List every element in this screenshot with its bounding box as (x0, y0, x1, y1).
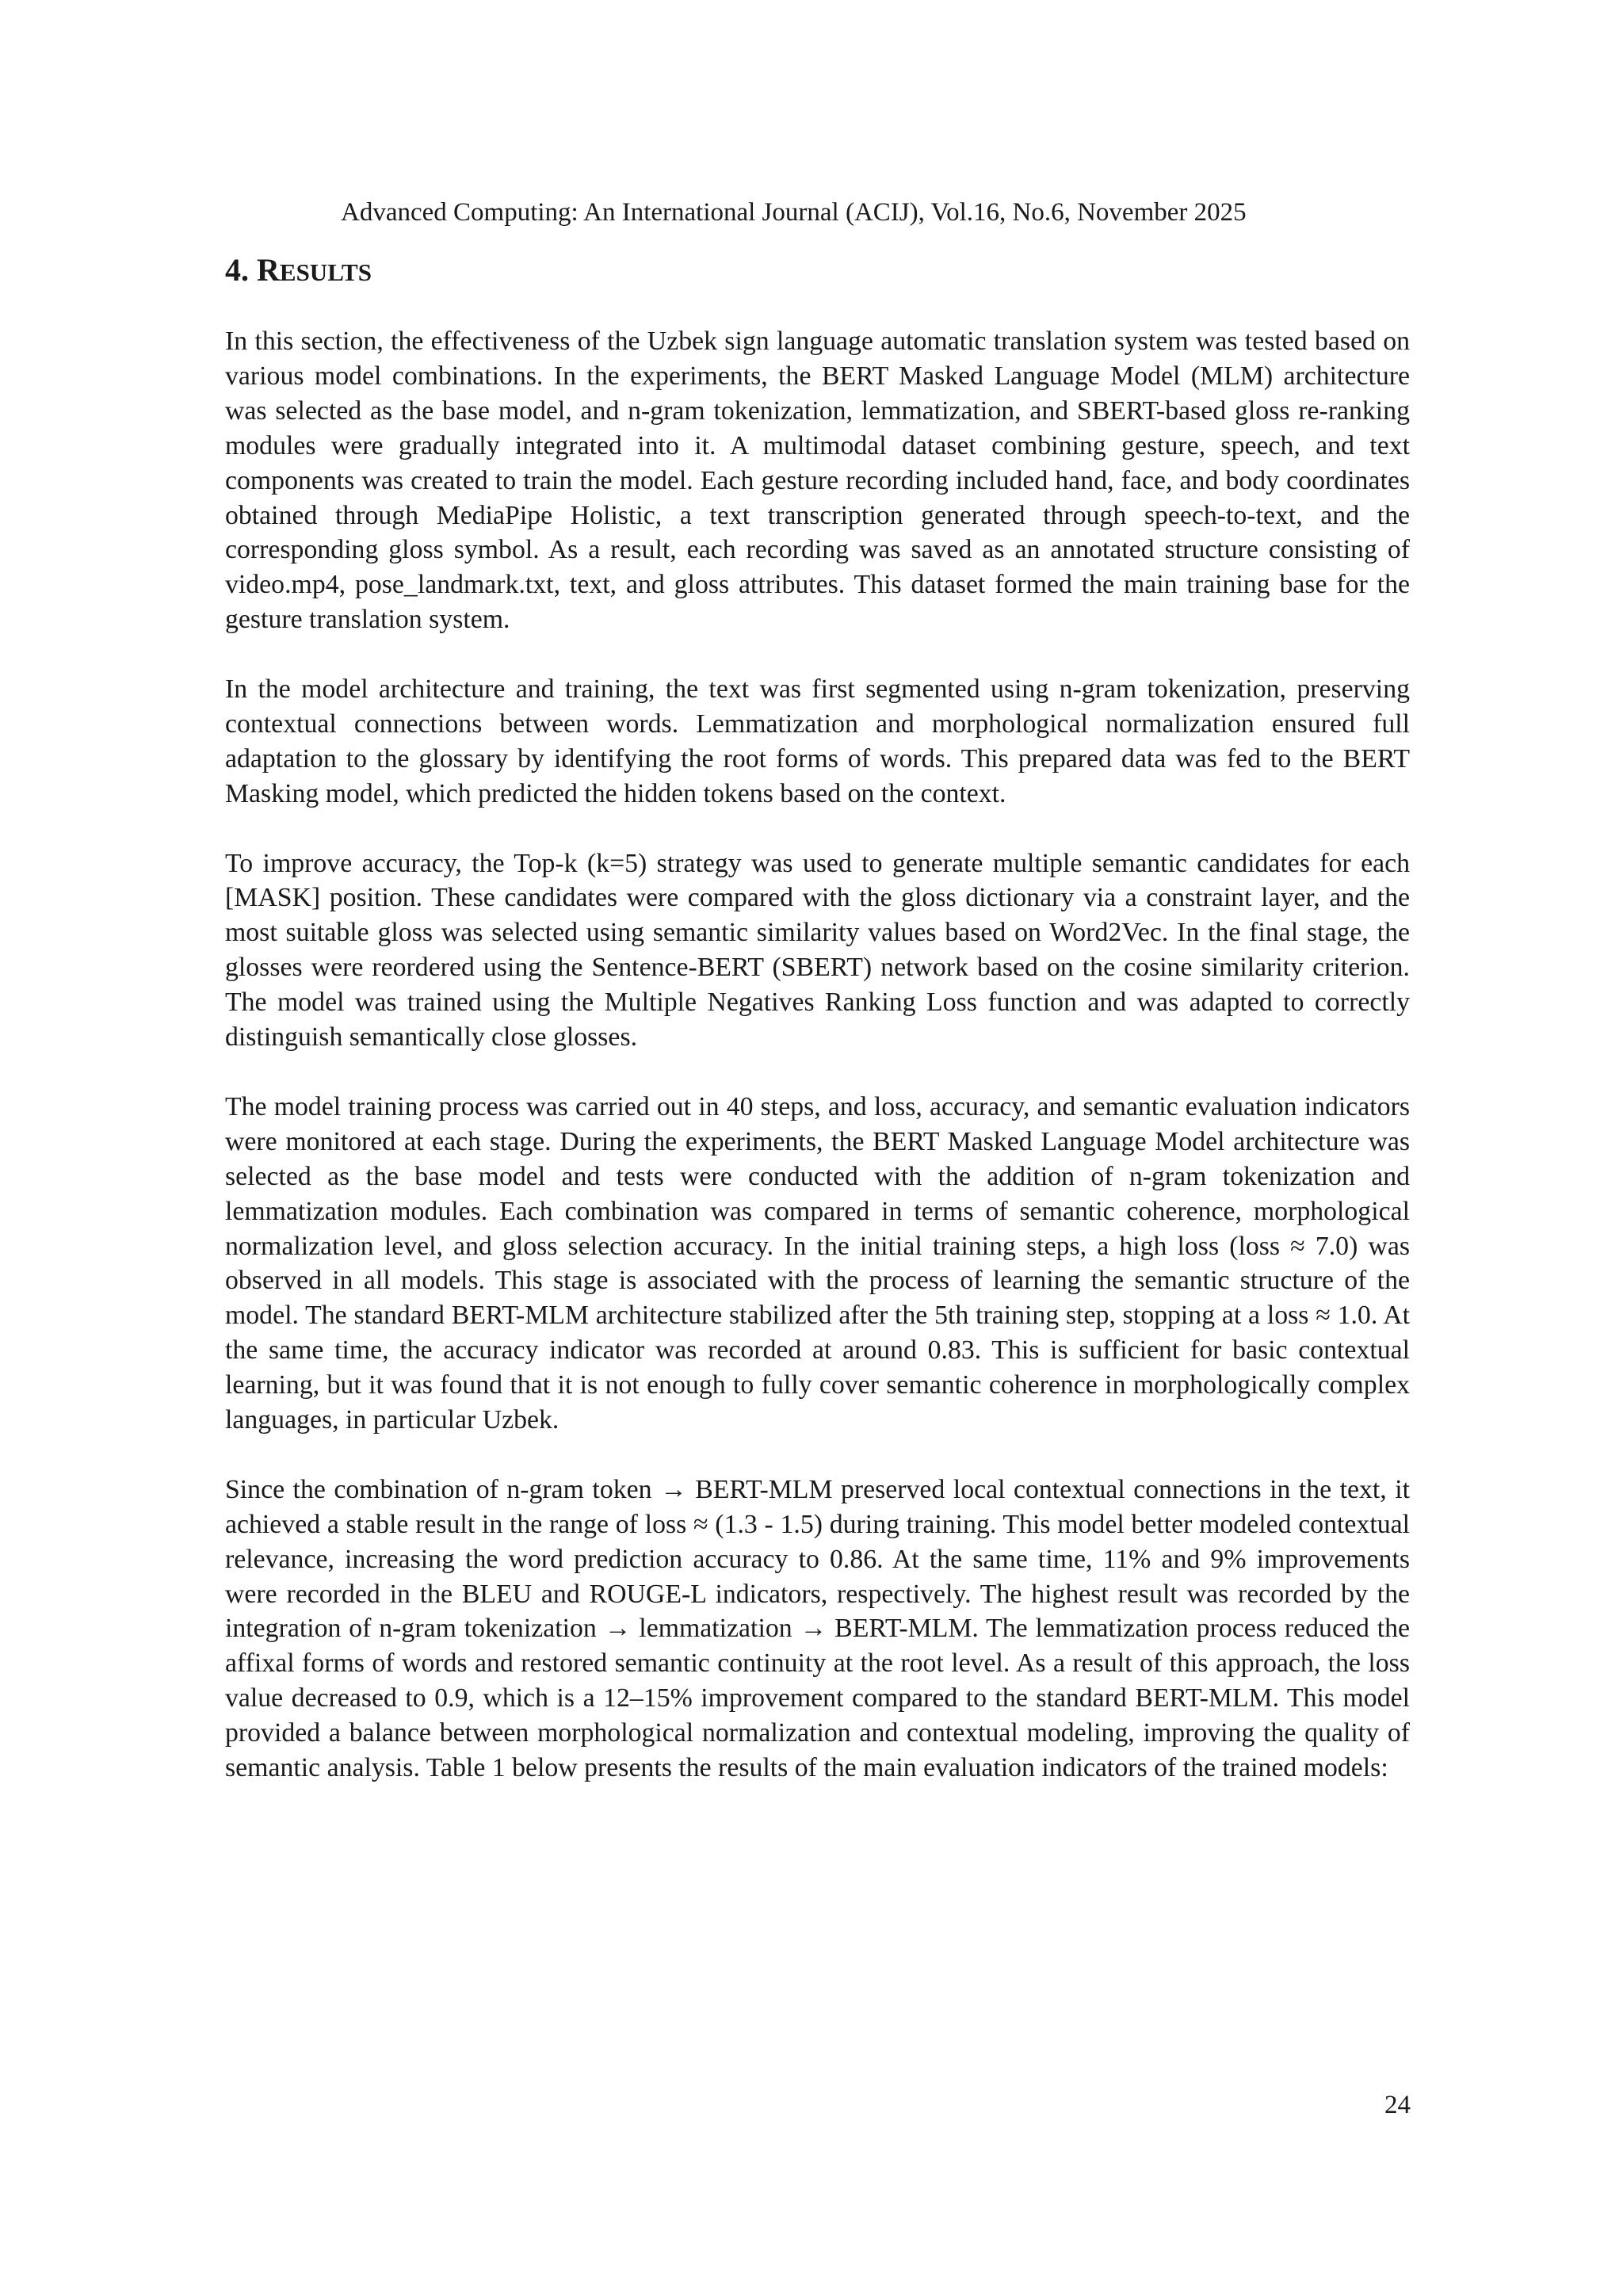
page-number: 24 (1384, 2091, 1411, 2119)
section-heading-rest: ESULTS (279, 258, 372, 286)
section-heading (225, 250, 372, 292)
paragraph: Since the combination of n-gram token → BERT-MLM preserved local contextual connections in the text, it achieved a stable result in the range of loss ≈ (1.3 - 1.5) during training. This model better modeled contextual relevance, increasing the word prediction accuracy to 0.86. At the same time, 11% and 9% improvements were recorded in the BLEU and ROUGE-L indicators, respectively. The highest result was recorded by the integration of n-gram tokenization → lemmatization → BERT-MLM. The lemmatization process reduced the affixal forms of words and restored semantic continuity at the root level. As a result of this approach, the loss value decreased to 0.9, which is a 12–15% improvement compared to the standard BERT-MLM. This model provided a balance between morphological normalization and contextual modeling, improving the quality of semantic analysis. Table 1 below presents the results of the main evaluation indicators of the trained models: (225, 1474, 1410, 1783)
paragraph: In this section, the effectiveness of the Uzbek sign language automatic translation system was tested based on various model combinations. In the experiments, the BERT Masked Language Model (MLM) architecture was selected as the base model, and n-gram tokenization, lemmatization, and SBERT-based gloss re-ranking modules were gradually integrated into it. A multimodal dataset combining gesture, speech, and text components was created to train the model. Each gesture recording included hand, face, and body coordinates obtained through MediaPipe Holistic, a text transcription generated through speech-to-text, and the corresponding gloss symbol. As a result, each recording was saved as an annotated structure consisting of video.mp4, pose_landmark.txt, text, and gloss attributes. This dataset formed the main training base for the gesture translation system. (225, 327, 1410, 635)
paragraph: In the model architecture and training, the text was first segmented using n-gram tokenization, preserving contextual connections between words. Lemmatization and morphological normalization ensured full adaptation to the glossary by identifying the root forms of words. This prepared data was fed to the BERT Masking model, which predicted the hidden tokens based on the context. (225, 674, 1410, 808)
paragraph: To improve accuracy, the Top-k (k=5) strategy was used to generate multiple semantic candidates for each [MASK] position. These candidates were compared with the gloss dictionary via a constraint layer, and the most suitable gloss was selected using semantic similarity values based on Word2Vec. In the final stage, the glosses were reordered using the Sentence-BERT (SBERT) network based on the cosine similarity criterion. The model was trained using the Multiple Negatives Ranking Loss function and was adapted to correctly distinguish semantically close glosses. (225, 848, 1410, 1052)
section-heading-number: 4. R (225, 252, 280, 288)
section-body (225, 324, 1410, 1786)
paragraph: The model training process was carried out in 40 steps, and loss, accuracy, and semantic evaluation indicators were monitored at each stage. During the experiments, the BERT Masked Language Model architecture was selected as the base model and tests were conducted with the addition of n-gram tokenization and lemmatization modules. Each combination was compared in terms of semantic coherence, morphological normalization level, and gloss selection accuracy. In the initial training steps, a high loss (loss ≈ 7.0) was observed in all models. This stage is associated with the process of learning the semantic structure of the model. The standard BERT-MLM architecture stabilized after the 5th training step, stopping at a loss ≈ 1.0. At the same time, the accuracy indicator was recorded at around 0.83. This is sufficient for basic contextual learning, but it was found that it is not enough to fully cover semantic coherence in morphologically complex languages, in particular Uzbek. (225, 1091, 1410, 1435)
running-header: Advanced Computing: An International Journal (ACIJ), Vol.16, No.6, November 2025 (341, 198, 1247, 227)
